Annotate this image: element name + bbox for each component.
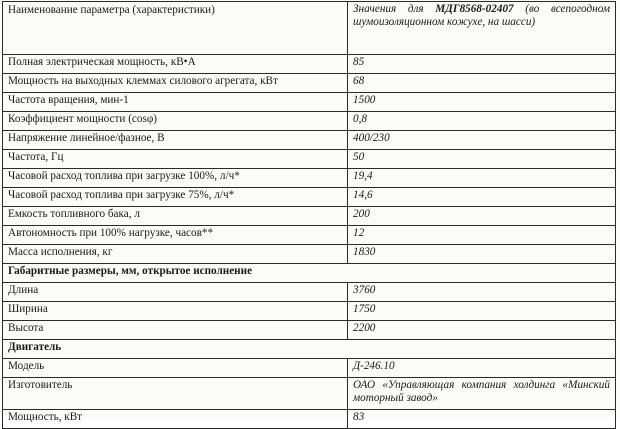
param-name: Мощность на выходных клеммах силового агрегата, кВт bbox=[3, 74, 348, 93]
param-value: 50 bbox=[348, 150, 616, 169]
param-value: 3760 bbox=[348, 283, 616, 302]
section-header-row bbox=[3, 264, 616, 283]
param-value: 12 bbox=[348, 226, 616, 245]
table-row bbox=[3, 302, 616, 321]
param-value: 85 bbox=[348, 55, 616, 74]
table-row bbox=[3, 378, 616, 410]
param-name: Частота вращения, мин-1 bbox=[3, 93, 348, 112]
table-row bbox=[3, 188, 616, 207]
table-row bbox=[3, 131, 616, 150]
param-value: 1830 bbox=[348, 245, 616, 264]
param-value: 0,8 bbox=[348, 112, 616, 131]
param-value: 200 bbox=[348, 207, 616, 226]
header-values bbox=[348, 2, 616, 55]
param-name: Емкость топливного бака, л bbox=[3, 207, 348, 226]
section-title-dimensions: Габаритные размеры, мм, открытое исполнение bbox=[3, 264, 616, 283]
param-value: 1750 bbox=[348, 302, 616, 321]
param-name: Полная электрическая мощность, кВ•А bbox=[3, 55, 348, 74]
header-model-name: МДГ8568-02407 bbox=[435, 3, 514, 15]
table-row bbox=[3, 245, 616, 264]
table-row bbox=[3, 226, 616, 245]
param-name: Модель bbox=[3, 359, 348, 378]
param-name: Высота bbox=[3, 321, 348, 340]
param-value: ОАО «Управляющая компания холдинга «Минский моторный завод» bbox=[348, 378, 616, 410]
param-name: Изготовитель bbox=[3, 378, 348, 410]
param-name: Часовой расход топлива при загрузке 100%, л/ч* bbox=[3, 169, 348, 188]
table-row bbox=[3, 93, 616, 112]
header-values-suffix: (во всепогодном шумоизоляционном кожухе, на шасси) bbox=[353, 3, 610, 28]
param-name: Длина bbox=[3, 283, 348, 302]
param-name: Мощность, кВт bbox=[3, 410, 348, 429]
section-title-engine: Двигатель bbox=[3, 340, 616, 359]
specifications-table bbox=[2, 1, 616, 429]
table-row bbox=[3, 150, 616, 169]
param-name: Частота, Гц bbox=[3, 150, 348, 169]
param-value: 68 bbox=[348, 74, 616, 93]
table-row bbox=[3, 410, 616, 429]
header-parameter-name: Наименование параметра (характеристики) bbox=[3, 2, 348, 55]
table-row bbox=[3, 169, 616, 188]
param-value: 19,4 bbox=[348, 169, 616, 188]
param-name: Масса исполнения, кг bbox=[3, 245, 348, 264]
table-header-row bbox=[3, 2, 616, 55]
param-name: Напряжение линейное/фазное, В bbox=[3, 131, 348, 150]
param-name: Коэффициент мощности (cosφ) bbox=[3, 112, 348, 131]
param-value: 14,6 bbox=[348, 188, 616, 207]
param-name: Часовой расход топлива при загрузке 75%, л/ч* bbox=[3, 188, 348, 207]
param-value: 83 bbox=[348, 410, 616, 429]
table-row bbox=[3, 359, 616, 378]
param-value: Д-246.10 bbox=[348, 359, 616, 378]
table-row bbox=[3, 55, 616, 74]
table-row bbox=[3, 283, 616, 302]
table-row bbox=[3, 74, 616, 93]
table-row bbox=[3, 207, 616, 226]
param-name: Автономность при 100% нагрузке, часов** bbox=[3, 226, 348, 245]
table-row bbox=[3, 321, 616, 340]
section-header-row bbox=[3, 340, 616, 359]
table-row bbox=[3, 112, 616, 131]
param-value: 2200 bbox=[348, 321, 616, 340]
param-value: 400/230 bbox=[348, 131, 616, 150]
param-value: 1500 bbox=[348, 93, 616, 112]
header-values-prefix: Значения для bbox=[353, 3, 436, 15]
param-name: Ширина bbox=[3, 302, 348, 321]
